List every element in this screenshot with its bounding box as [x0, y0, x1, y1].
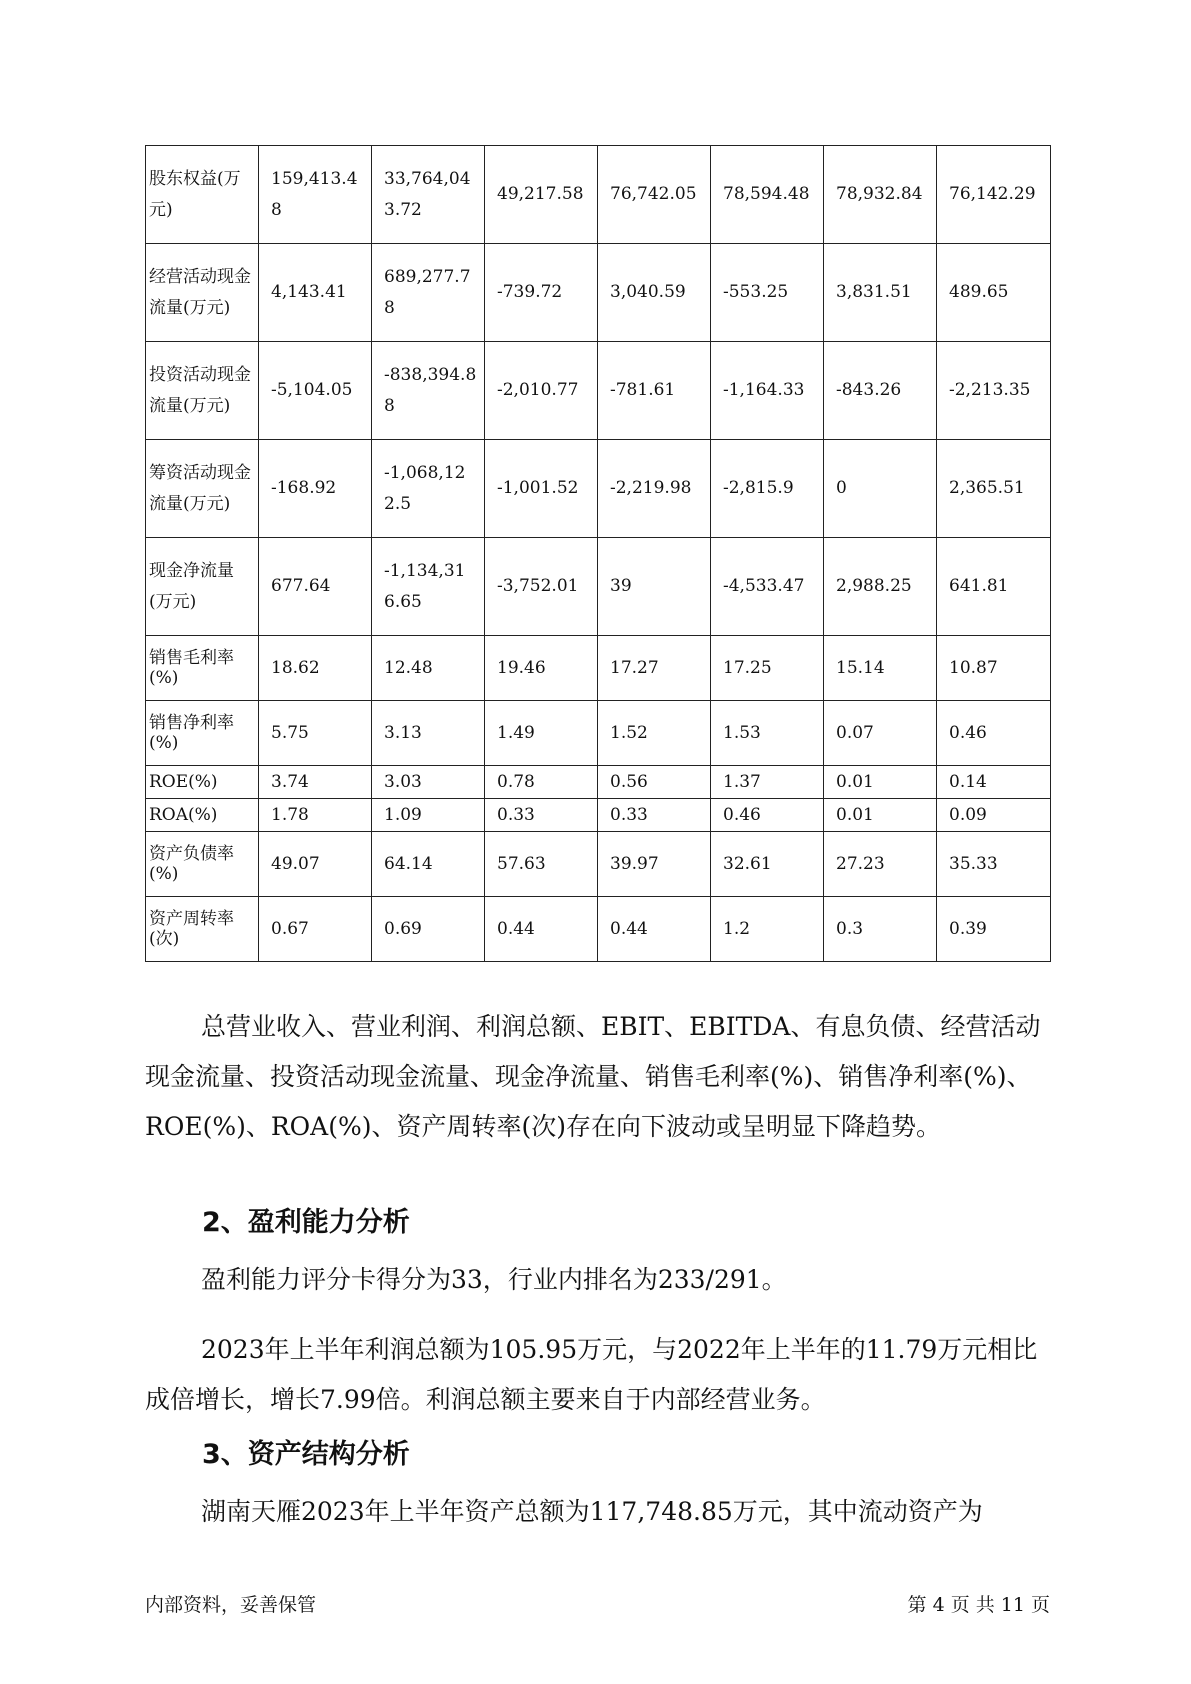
- section-heading-asset-structure: 3、资产结构分析: [202, 1439, 410, 1470]
- table-cell: 2,365.51: [937, 440, 1051, 538]
- table-cell: -3,752.01: [485, 538, 598, 636]
- table-row: [146, 440, 1051, 538]
- row-label: 投资活动现金流量(万元): [146, 342, 259, 440]
- table-row: [146, 636, 1051, 701]
- table-cell: 57.63: [485, 832, 598, 897]
- table-cell: 4,143.41: [259, 244, 372, 342]
- table-cell: -2,213.35: [937, 342, 1051, 440]
- table-cell: -2,010.77: [485, 342, 598, 440]
- table-cell: 76,742.05: [598, 146, 711, 244]
- table-row: [146, 897, 1051, 962]
- table-cell: 17.25: [711, 636, 824, 701]
- table-cell: 78,932.84: [824, 146, 937, 244]
- row-label: 销售净利率(%): [146, 701, 259, 766]
- table-row: [146, 244, 1051, 342]
- table-cell: 0.44: [598, 897, 711, 962]
- table-cell: 49,217.58: [485, 146, 598, 244]
- table-cell: 0.33: [598, 799, 711, 832]
- table-cell: 0.39: [937, 897, 1051, 962]
- table-cell: 0.56: [598, 766, 711, 799]
- table-cell: -553.25: [711, 244, 824, 342]
- table-cell: 1.2: [711, 897, 824, 962]
- asset-structure-paragraph: 湖南天雁2023年上半年资产总额为117,748.85万元，其中流动资产为: [201, 1497, 983, 1526]
- table-cell: 49.07: [259, 832, 372, 897]
- table-cell: -4,533.47: [711, 538, 824, 636]
- table-cell: -2,815.9: [711, 440, 824, 538]
- table-cell: 0: [824, 440, 937, 538]
- table-cell: 0.07: [824, 701, 937, 766]
- financial-data-table: [145, 145, 1051, 962]
- table-cell: 39.97: [598, 832, 711, 897]
- table-cell: 0.69: [372, 897, 485, 962]
- table-cell: 0.3: [824, 897, 937, 962]
- table-cell: 0.09: [937, 799, 1051, 832]
- table-cell: 0.46: [937, 701, 1051, 766]
- table-cell: 12.48: [372, 636, 485, 701]
- table-cell: -1,001.52: [485, 440, 598, 538]
- table-cell: 489.65: [937, 244, 1051, 342]
- table-row: [146, 342, 1051, 440]
- table-cell: 18.62: [259, 636, 372, 701]
- table-cell: -781.61: [598, 342, 711, 440]
- row-label: 筹资活动现金流量(万元): [146, 440, 259, 538]
- table-cell: 76,142.29: [937, 146, 1051, 244]
- table-cell: 3,831.51: [824, 244, 937, 342]
- table-cell: 35.33: [937, 832, 1051, 897]
- row-label: 股东权益(万元): [146, 146, 259, 244]
- table-cell: 0.33: [485, 799, 598, 832]
- trend-paragraph: 总营业收入、营业利润、利润总额、EBIT、EBITDA、有息负债、经营活动现金流量、投资活动现金流量、现金净流量、销售毛利率(%)、销售净利率(%)、ROE(%)、ROA(%)、资产周转率(次)存在向下波动或呈明显下降趋势。: [145, 1012, 1041, 1141]
- table-cell: -739.72: [485, 244, 598, 342]
- table-cell: 3,040.59: [598, 244, 711, 342]
- row-label: 现金净流量(万元): [146, 538, 259, 636]
- table-cell: 17.27: [598, 636, 711, 701]
- table-cell: 677.64: [259, 538, 372, 636]
- table-cell: -1,164.33: [711, 342, 824, 440]
- table-cell: 1.37: [711, 766, 824, 799]
- table-cell: -838,394.88: [372, 342, 485, 440]
- table-cell: 1.52: [598, 701, 711, 766]
- table-cell: 689,277.78: [372, 244, 485, 342]
- table-cell: 159,413.48: [259, 146, 372, 244]
- profit-growth-paragraph: 2023年上半年利润总额为105.95万元，与2022年上半年的11.79万元相比成倍增长，增长7.99倍。利润总额主要来自于内部经营业务。: [145, 1335, 1038, 1414]
- row-label: 经营活动现金流量(万元): [146, 244, 259, 342]
- row-label: ROA(%): [146, 799, 259, 832]
- section-heading-profitability: 2、盈利能力分析: [202, 1207, 410, 1238]
- table-cell: 19.46: [485, 636, 598, 701]
- table-row: [146, 538, 1051, 636]
- table-cell: 1.49: [485, 701, 598, 766]
- table-cell: -168.92: [259, 440, 372, 538]
- table-row: [146, 799, 1051, 832]
- table-cell: 641.81: [937, 538, 1051, 636]
- row-label: 资产负债率(%): [146, 832, 259, 897]
- table-cell: 0.44: [485, 897, 598, 962]
- profitability-score-text: 盈利能力评分卡得分为33，行业内排名为233/291。: [201, 1265, 787, 1294]
- table-row: [146, 832, 1051, 897]
- table-cell: 1.53: [711, 701, 824, 766]
- table-cell: 33,764,043.72: [372, 146, 485, 244]
- table-cell: 2,988.25: [824, 538, 937, 636]
- table-cell: 10.87: [937, 636, 1051, 701]
- table-cell: 39: [598, 538, 711, 636]
- table-cell: -2,219.98: [598, 440, 711, 538]
- table-cell: 0.01: [824, 766, 937, 799]
- footer-confidential-note: 内部资料，妥善保管: [145, 1594, 317, 1616]
- table-row: [146, 701, 1051, 766]
- table-cell: 0.46: [711, 799, 824, 832]
- table-cell: 0.14: [937, 766, 1051, 799]
- table-cell: 1.09: [372, 799, 485, 832]
- table-cell: 3.13: [372, 701, 485, 766]
- table-cell: -1,134,316.65: [372, 538, 485, 636]
- table-cell: 5.75: [259, 701, 372, 766]
- table-cell: 32.61: [711, 832, 824, 897]
- table-cell: 15.14: [824, 636, 937, 701]
- table-cell: -1,068,122.5: [372, 440, 485, 538]
- table-cell: 3.74: [259, 766, 372, 799]
- table-cell: -843.26: [824, 342, 937, 440]
- row-label: 销售毛利率(%): [146, 636, 259, 701]
- footer-page-number: 第 4 页 共 11 页: [907, 1594, 1050, 1616]
- table-cell: -5,104.05: [259, 342, 372, 440]
- table-cell: 27.23: [824, 832, 937, 897]
- table-cell: 0.01: [824, 799, 937, 832]
- table-cell: 1.78: [259, 799, 372, 832]
- table-cell: 3.03: [372, 766, 485, 799]
- table-row: [146, 766, 1051, 799]
- table-cell: 64.14: [372, 832, 485, 897]
- row-label: 资产周转率(次): [146, 897, 259, 962]
- table-cell: 78,594.48: [711, 146, 824, 244]
- table-cell: 0.78: [485, 766, 598, 799]
- row-label: ROE(%): [146, 766, 259, 799]
- table-row: [146, 146, 1051, 244]
- table-cell: 0.67: [259, 897, 372, 962]
